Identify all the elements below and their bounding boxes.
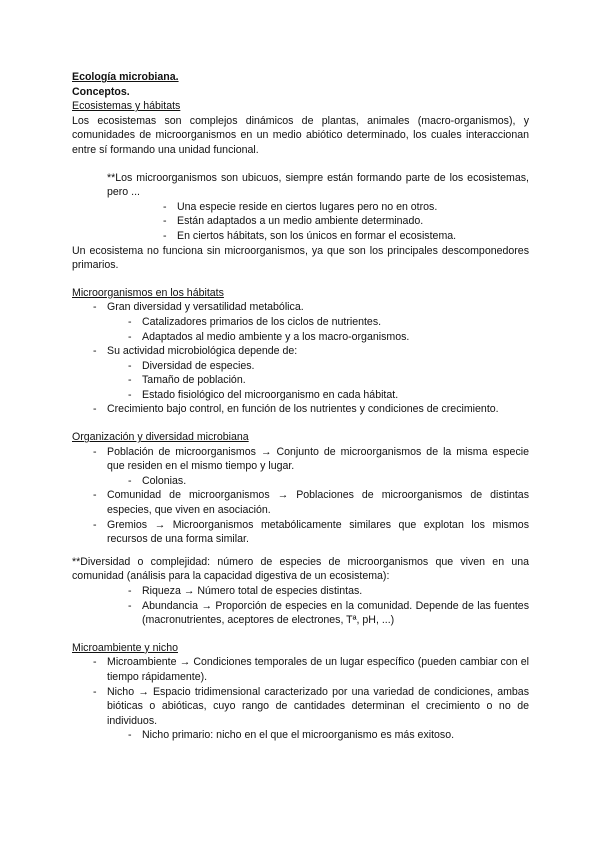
paragraph-ecosistemas-intro: Los ecosistemas son complejos dinámicos de plantas, animales (macro-organismos), y comunidades de microorganismos en un medio abiótico determinado, los cuales interaccionan entre sí formando una unidad funcional. <box>72 114 529 156</box>
section-heading-microambiente: Microambiente y nicho <box>72 641 178 654</box>
list-item: - En ciertos hábitats, son los únicos en formar el ecosistema. <box>163 229 457 242</box>
list-item: - Catalizadores primarios de los ciclos de nutrientes. <box>128 315 382 328</box>
document-title: Ecología microbiana. <box>72 71 179 83</box>
list-item: - Nicho → Espacio tridimensional caracterizado por una variedad de condiciones, ambas bióticas o abióticas, cuyo rango de cantidades determinan el crecimiento o no de individuos. <box>93 685 529 727</box>
note-diversidad: **Diversidad o complejidad: número de especies de microorganismos que viven en una comunidad (análisis para la capacidad digestiva de un ecosistema): <box>72 555 529 583</box>
paragraph-ecosistemas-outro: Un ecosistema no funciona sin microorganismos, ya que son los principales descomponedores primarios. <box>72 244 529 272</box>
list-item: - Población de microorganismos → Conjunto de microorganismos de la misma especie que residen en el mismo tiempo y lugar. <box>93 445 529 473</box>
note-ubicuos: **Los microorganismos son ubicuos, siempre están formando parte de los ecosistemas, pero ... <box>107 171 529 199</box>
list-item: - Nicho primario: nicho en el que el microorganismo es más exitoso. <box>128 729 455 742</box>
section-heading-organizacion: Organización y diversidad microbiana <box>72 431 249 444</box>
list-item: - Microambiente → Condiciones temporales de un lugar específico (pueden cambiar con el tiempo rápidamente). <box>93 656 529 683</box>
list-item: - Abundancia → Proporción de especies en la comunidad. Depende de las fuentes (macronutrientes, aceptores de electrones, Tª, pH, ...) <box>128 599 529 627</box>
document-page <box>72 70 529 743</box>
list-item: - Colonias. <box>128 474 187 487</box>
section-heading-microorganismos: Microorganismos en los hábitats <box>72 286 224 299</box>
list-item: - Adaptados al medio ambiente y a los macro-organismos. <box>128 330 410 343</box>
list-item: - Su actividad microbiológica depende de: <box>93 345 298 358</box>
section-heading-ecosistemas: Ecosistemas y hábitats <box>72 100 181 113</box>
list-item: - Riqueza → Número total de especies distintas. <box>128 585 363 597</box>
list-item: - Estado fisiológico del microorganismo en cada hábitat. <box>128 388 399 401</box>
list-item: - Tamaño de población. <box>128 374 246 387</box>
document-subtitle: Conceptos. <box>72 85 130 98</box>
list-item: - Crecimiento bajo control, en función de los nutrientes y condiciones de crecimiento. <box>93 403 499 416</box>
list-item: - Comunidad de microorganismos → Poblaciones de microorganismos de distintas especies, que viven en asociación. <box>93 489 529 517</box>
list-item: - Diversidad de especies. <box>128 359 255 372</box>
list-item: - Gran diversidad y versatilidad metabólica. <box>93 301 304 314</box>
list-item: - Una especie reside en ciertos lugares pero no en otros. <box>163 200 438 213</box>
list-item: - Están adaptados a un medio ambiente determinado. <box>163 215 424 228</box>
list-item: - Gremios → Microorganismos metabólicamente similares que explotan los mismos recursos de una forma similar. <box>93 518 529 546</box>
